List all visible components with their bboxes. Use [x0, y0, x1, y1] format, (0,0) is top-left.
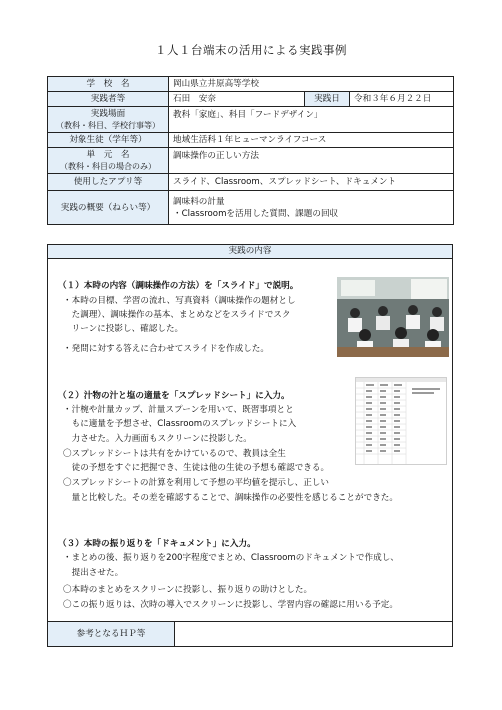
overview-line-2: ・Classroomを活用した質問、課題の回収: [173, 208, 339, 219]
section-2-line: ・汁椀や計量カップ、計量スプーンを用いて、既習事項とと: [63, 405, 294, 415]
section-3-line: 〇本時のまとめをスクリーンに投影し、振り返りの助けとした。: [63, 585, 313, 595]
overview-value: [169, 191, 454, 225]
students-label: 対象生徒（学年等）: [48, 133, 169, 148]
overview-line-1: 調味料の計量: [173, 196, 225, 207]
apps-label: 使用したアプリ等: [48, 174, 169, 191]
scene-value: 教科「家庭」、科目「フードデザイン」: [169, 107, 454, 133]
scene-label: 実践場面: [90, 108, 126, 119]
teacher-value: 石田 安奈: [169, 92, 305, 107]
info-table: [47, 76, 454, 225]
section-2-line: 徒の予想をすぐに把握でき、生徒は他の生徒の予想も確認できる。: [63, 463, 330, 473]
school-value: 岡山県立井原高等学校: [169, 77, 454, 92]
date-value: 令和３年６月２２日: [350, 92, 454, 107]
section-2-line: 量と比較した。その差を確認することで、調味操作の必要性を感じることができた。: [63, 493, 398, 503]
classroom-photo: [337, 277, 449, 357]
apps-value: スライド、Classroom、スプレッドシート、ドキュメント: [169, 174, 454, 191]
section-3-line: 〇この振り返りは、次時の導入でスクリーンに投影し、学習内容の確認に用いる予定。: [63, 600, 398, 610]
date-label: 実践日: [305, 92, 350, 107]
students-value: 地域生活科１年ヒューマンライフコース: [169, 133, 454, 148]
unit-label: 単 元 名: [86, 149, 130, 160]
unit-value: 調味操作の正しい方法: [169, 148, 454, 174]
scene-label-cell: [48, 107, 169, 133]
section-2-line: もに適量を予想させ、Classroomのスプレッドシートに入: [63, 419, 297, 429]
unit-label-cell: [48, 148, 169, 174]
overview-label: 実践の概要（ねらい等）: [48, 191, 169, 225]
page-title: １人１台端末の活用による実践事例: [155, 43, 347, 57]
school-label: 学 校 名: [48, 77, 169, 92]
section-3-title: （３）本時の振り返りを「ドキュメント」に入力。: [58, 539, 256, 549]
content-header: 実践の内容: [47, 244, 453, 259]
reference-label: 参考となるＨＰ等: [48, 622, 175, 646]
section-1-line: ・発問に対する答えに合わせてスライドを作成した。: [63, 344, 269, 354]
scene-sublabel: （教科・科目、学校行事等）: [56, 120, 160, 130]
reference-row: [47, 621, 453, 647]
section-1-title: （１）本時の内容（調味操作の方法）を「スライド」で説明。: [58, 281, 299, 291]
spreadsheet-screenshot: [355, 377, 447, 465]
section-2-title: （２）汁物の汁と塩の適量を「スプレッドシート」に入力。: [58, 391, 290, 401]
teacher-label: 実践者等: [48, 92, 169, 107]
section-3-line: 提出させた。: [63, 568, 124, 578]
unit-sublabel: （教科・科目の場合のみ）: [60, 161, 156, 171]
section-2-line: 〇スプレッドシートは共有をかけているので、教員は全生: [63, 449, 286, 459]
section-2-line: 〇スプレッドシートの計算を利用して予想の平均値を提示し、正しい: [63, 478, 329, 488]
section-3-line: ・まとめの後、振り返りを200字程度でまとめ、Classroomのドキュメントで作成し、: [63, 553, 399, 563]
section-1-line: リーンに投影し、確認した。: [63, 324, 184, 334]
section-1-line: た調理）、調味操作の基本、まとめなどをスライドでスク: [63, 310, 291, 320]
section-1-line: ・本時の目標、学習の流れ、写真資料（調味操作の題材とし: [63, 296, 296, 306]
section-2-line: 力させた。入力画面もスクリーンに投影した。: [63, 434, 252, 444]
